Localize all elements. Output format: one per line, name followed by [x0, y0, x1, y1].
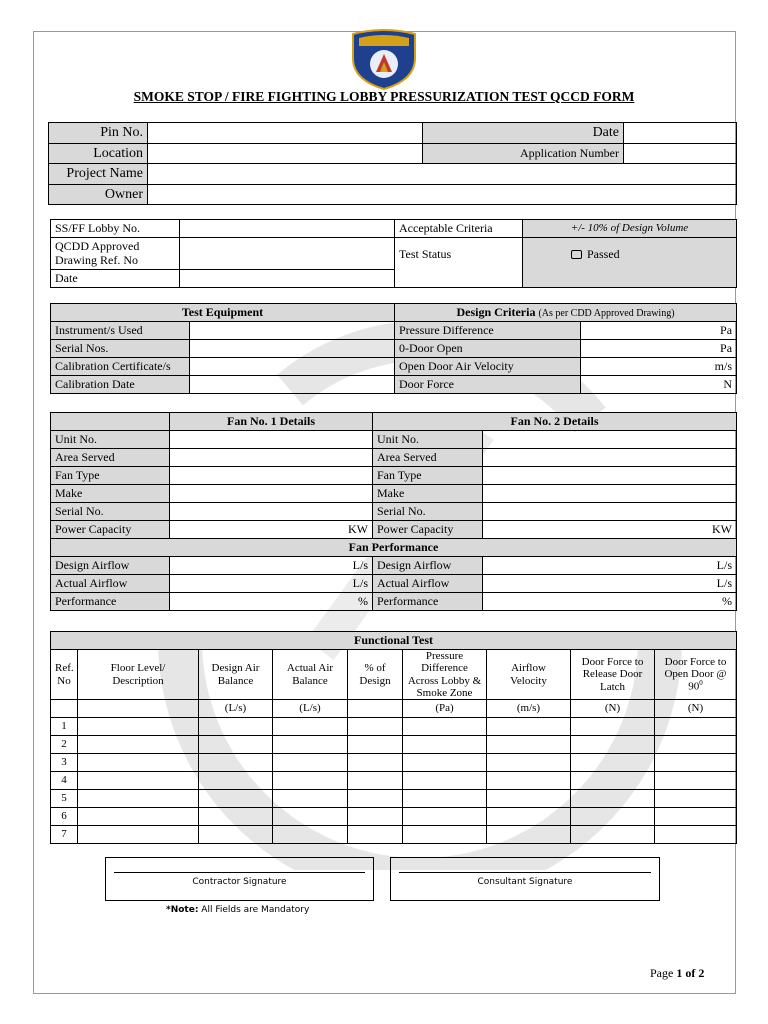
data-cell[interactable]: [571, 754, 655, 772]
ref-cell: 3: [51, 754, 78, 772]
unit-cell: (L/s): [199, 700, 273, 718]
data-cell[interactable]: [273, 736, 348, 754]
fan2-row-field[interactable]: [483, 503, 737, 521]
fan2-row-label: Power Capacity: [373, 521, 483, 539]
fan1-perf-field[interactable]: L/s: [170, 557, 373, 575]
ref-cell: 5: [51, 790, 78, 808]
data-cell[interactable]: [571, 808, 655, 826]
table-row: [51, 826, 737, 844]
data-cell[interactable]: [78, 790, 199, 808]
units-blank: [78, 700, 199, 718]
ref-cell: 4: [51, 772, 78, 790]
owner-field[interactable]: [148, 184, 737, 205]
location-label: Location: [49, 143, 148, 164]
fan1-perf-label: Performance: [51, 593, 170, 611]
data-cell[interactable]: [403, 808, 487, 826]
unit-cell: (L/s): [273, 700, 348, 718]
contractor-signature-box[interactable]: [105, 857, 374, 901]
data-cell[interactable]: [571, 718, 655, 736]
equipment-row-label: Serial Nos.: [51, 340, 190, 358]
fan2-perf-label: Performance: [373, 593, 483, 611]
table-row: [51, 736, 737, 754]
data-cell[interactable]: [273, 718, 348, 736]
data-cell[interactable]: [273, 826, 348, 844]
col-ref-header: Ref. No: [51, 650, 78, 700]
data-cell[interactable]: [655, 790, 737, 808]
data-cell[interactable]: [273, 772, 348, 790]
fan1-row-label: Make: [51, 485, 170, 503]
table-row: [51, 790, 737, 808]
project-info-table: [48, 122, 737, 205]
functional-test-heading: Functional Test: [51, 632, 737, 650]
data-cell[interactable]: [403, 826, 487, 844]
criteria-row-label: 0-Door Open: [395, 340, 581, 358]
pin-field[interactable]: [148, 123, 423, 144]
fan2-perf-field[interactable]: %: [483, 593, 737, 611]
fan1-row-label: Area Served: [51, 449, 170, 467]
acceptable-criteria-label: Acceptable Criteria: [395, 220, 523, 238]
col-actual-header: Actual Air Balance: [273, 650, 348, 700]
fan1-row-label: Power Capacity: [51, 521, 170, 539]
units-blank: [51, 700, 78, 718]
data-cell[interactable]: [348, 736, 403, 754]
equipment-row-label: Instrument/s Used: [51, 322, 190, 340]
form-title: SMOKE STOP / FIRE FIGHTING LOBBY PRESSURIZATION TEST QCCD FORM: [133, 89, 635, 104]
fan2-row-field[interactable]: [483, 485, 737, 503]
equipment-row-field[interactable]: [190, 322, 395, 340]
col-velocity-header: Airflow Velocity: [487, 650, 571, 700]
fan2-perf-label: Design Airflow: [373, 557, 483, 575]
acceptable-criteria-value: +/- 10% of Design Volume: [523, 220, 737, 238]
table-row: [51, 718, 737, 736]
fan2-perf-field[interactable]: L/s: [483, 557, 737, 575]
data-cell[interactable]: [78, 718, 199, 736]
contractor-signature-label: Contractor Signature: [192, 877, 287, 887]
fan2-row-label: Serial No.: [373, 503, 483, 521]
signature-line: [399, 872, 651, 873]
fan-details-table: [50, 412, 737, 611]
table-row: [51, 808, 737, 826]
data-cell[interactable]: [348, 772, 403, 790]
data-cell[interactable]: [403, 754, 487, 772]
application-number-field[interactable]: [624, 143, 737, 164]
data-cell[interactable]: [199, 808, 273, 826]
criteria-row-label: Pressure Difference: [395, 322, 581, 340]
page-number: Page 1 of 2: [650, 966, 705, 980]
table-row: [51, 772, 737, 790]
unit-cell: (Pa): [403, 700, 487, 718]
data-cell[interactable]: [571, 736, 655, 754]
owner-label: Owner: [49, 184, 148, 205]
drawing-ref-field[interactable]: [180, 238, 395, 270]
equipment-row-field[interactable]: [190, 376, 395, 394]
passed-checkbox[interactable]: [571, 250, 582, 259]
fan1-row-field[interactable]: [170, 485, 373, 503]
test-status-label: Test Status: [395, 238, 523, 288]
lobby-no-field[interactable]: [180, 220, 395, 238]
fan1-perf-label: Design Airflow: [51, 557, 170, 575]
location-field[interactable]: [148, 143, 423, 164]
unit-cell: (N): [571, 700, 655, 718]
data-cell[interactable]: [487, 718, 571, 736]
unit-cell: (m/s): [487, 700, 571, 718]
lobby-date-field[interactable]: [180, 270, 395, 288]
data-cell[interactable]: [199, 718, 273, 736]
col-release-header: Door Force to Release Door Latch: [571, 650, 655, 700]
data-cell[interactable]: [348, 718, 403, 736]
ref-cell: 6: [51, 808, 78, 826]
col-design-header: Design Air Balance: [199, 650, 273, 700]
fan1-perf-field[interactable]: L/s: [170, 575, 373, 593]
project-name-label: Project Name: [49, 164, 148, 185]
ref-cell: 7: [51, 826, 78, 844]
consultant-signature-box[interactable]: [390, 857, 660, 901]
data-cell[interactable]: [78, 754, 199, 772]
data-cell[interactable]: [348, 808, 403, 826]
test-status-option[interactable]: [523, 238, 737, 288]
fan2-row-field[interactable]: [483, 449, 737, 467]
test-equipment-heading: Test Equipment: [51, 304, 395, 322]
data-cell[interactable]: [487, 736, 571, 754]
criteria-row-label: Open Door Air Velocity: [395, 358, 581, 376]
fan1-power-field[interactable]: KW: [170, 521, 373, 539]
data-cell[interactable]: [655, 772, 737, 790]
lobby-no-label: SS/FF Lobby No.: [51, 220, 180, 238]
pin-label: Pin No.: [49, 123, 148, 144]
table-row: [51, 754, 737, 772]
consultant-signature-label: Consultant Signature: [477, 877, 573, 887]
data-cell[interactable]: [403, 772, 487, 790]
data-cell[interactable]: [78, 808, 199, 826]
passed-label: Passed: [587, 247, 620, 261]
functional-test-table: [50, 631, 737, 844]
data-cell[interactable]: [571, 826, 655, 844]
unit-cell: (N): [655, 700, 737, 718]
equipment-row-label: Calibration Certificate/s: [51, 358, 190, 376]
data-cell[interactable]: [199, 790, 273, 808]
fan2-row-field[interactable]: [483, 467, 737, 485]
fan1-perf-label: Actual Airflow: [51, 575, 170, 593]
data-cell[interactable]: [403, 736, 487, 754]
data-cell[interactable]: [655, 808, 737, 826]
fan-performance-heading: Fan Performance: [51, 539, 737, 557]
data-cell[interactable]: [273, 754, 348, 772]
design-criteria-heading: Design Criteria (As per CDD Approved Drawing): [395, 304, 737, 322]
fan1-perf-field[interactable]: %: [170, 593, 373, 611]
data-cell[interactable]: [199, 754, 273, 772]
fan-blank-heading: [51, 413, 170, 431]
units-blank: [348, 700, 403, 718]
fan1-row-field[interactable]: [170, 503, 373, 521]
data-cell[interactable]: [348, 826, 403, 844]
data-cell[interactable]: [199, 826, 273, 844]
col-percent-header: % of Design: [348, 650, 403, 700]
ref-cell: 1: [51, 718, 78, 736]
date-field[interactable]: [624, 123, 737, 144]
data-cell[interactable]: [487, 754, 571, 772]
equipment-row-label: Calibration Date: [51, 376, 190, 394]
fan2-perf-label: Actual Airflow: [373, 575, 483, 593]
data-cell[interactable]: [655, 826, 737, 844]
fan2-row-label: Fan Type: [373, 467, 483, 485]
drawing-ref-label: QCDD Approved Drawing Ref. No: [51, 238, 180, 270]
equipment-row-field[interactable]: [190, 358, 395, 376]
col-open-header: Door Force to Open Door @ $90^0$: [655, 650, 737, 700]
data-cell[interactable]: [487, 790, 571, 808]
data-cell[interactable]: [571, 772, 655, 790]
fan1-row-label: Serial No.: [51, 503, 170, 521]
application-number-label: Application Number: [423, 143, 624, 164]
data-cell[interactable]: [487, 808, 571, 826]
fan2-heading: Fan No. 2 Details: [373, 413, 737, 431]
criteria-row-label: Door Force: [395, 376, 581, 394]
fan2-row-field[interactable]: [483, 431, 737, 449]
criteria-row-field[interactable]: Pa: [581, 340, 737, 358]
fan2-power-field[interactable]: KW: [483, 521, 737, 539]
data-cell[interactable]: [403, 790, 487, 808]
fan2-row-label: Make: [373, 485, 483, 503]
col-pressure-header: Pressure Difference Across Lobby & Smoke Zone: [403, 650, 487, 700]
data-cell[interactable]: [571, 790, 655, 808]
col-floor-header: Floor Level/ Description: [78, 650, 199, 700]
data-cell[interactable]: [199, 736, 273, 754]
fan2-row-label: Unit No.: [373, 431, 483, 449]
date-label: Date: [423, 123, 624, 144]
data-cell[interactable]: [487, 772, 571, 790]
data-cell[interactable]: [655, 736, 737, 754]
data-cell[interactable]: [487, 826, 571, 844]
project-name-field[interactable]: [148, 164, 737, 185]
data-cell[interactable]: [273, 790, 348, 808]
criteria-row-field[interactable]: m/s: [581, 358, 737, 376]
fan1-heading: Fan No. 1 Details: [170, 413, 373, 431]
data-cell[interactable]: [199, 772, 273, 790]
fan1-row-field[interactable]: [170, 467, 373, 485]
data-cell[interactable]: [273, 808, 348, 826]
criteria-row-field[interactable]: N: [581, 376, 737, 394]
fan2-perf-field[interactable]: L/s: [483, 575, 737, 593]
data-cell[interactable]: [655, 754, 737, 772]
data-cell[interactable]: [655, 718, 737, 736]
data-cell[interactable]: [348, 754, 403, 772]
emblem-logo: [345, 28, 423, 90]
data-cell[interactable]: [403, 718, 487, 736]
signature-line: [114, 872, 365, 873]
mandatory-note: *Note: All Fields are Mandatory: [166, 905, 310, 915]
data-cell[interactable]: [348, 790, 403, 808]
equipment-table: [50, 303, 737, 394]
fan1-row-field[interactable]: [170, 449, 373, 467]
data-cell[interactable]: [78, 826, 199, 844]
fan1-row-label: Fan Type: [51, 467, 170, 485]
criteria-row-field[interactable]: Pa: [581, 322, 737, 340]
data-cell[interactable]: [78, 736, 199, 754]
fan1-row-field[interactable]: [170, 431, 373, 449]
fan1-row-label: Unit No.: [51, 431, 170, 449]
lobby-info-table: [50, 219, 737, 288]
lobby-date-label: Date: [51, 270, 180, 288]
ref-cell: 2: [51, 736, 78, 754]
equipment-row-field[interactable]: [190, 340, 395, 358]
fan2-row-label: Area Served: [373, 449, 483, 467]
data-cell[interactable]: [78, 772, 199, 790]
